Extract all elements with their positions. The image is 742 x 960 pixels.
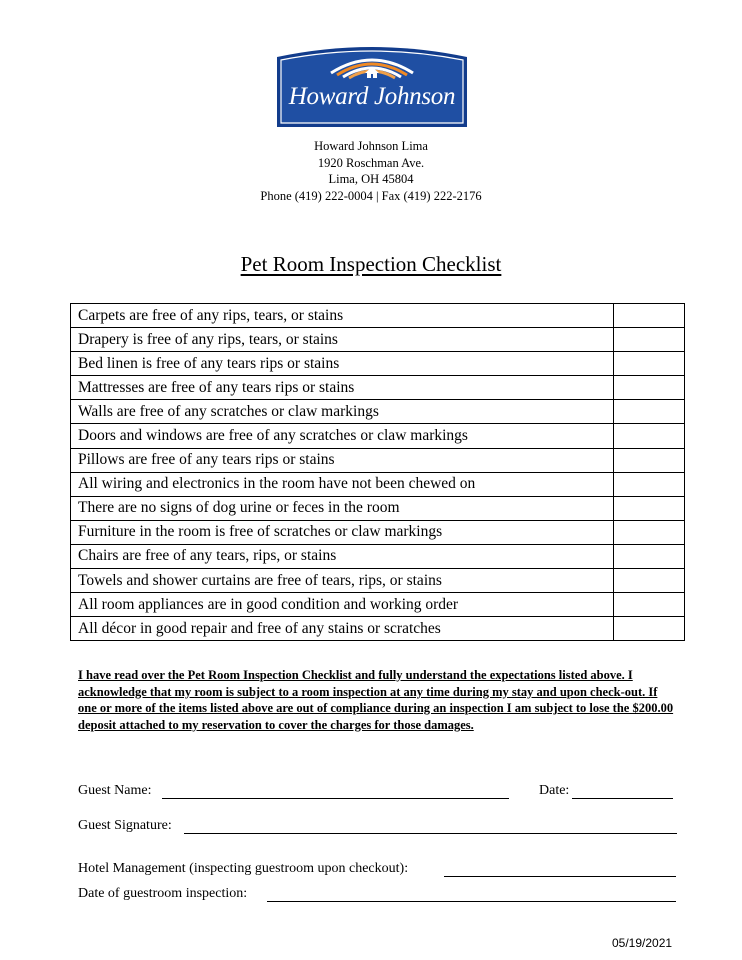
table-row — [71, 400, 685, 424]
table-row — [71, 424, 685, 448]
guest-signature-label: Guest Signature: — [78, 818, 172, 833]
checkbox-cell[interactable] — [614, 472, 685, 496]
howard-johnson-logo — [273, 43, 471, 127]
page-title-text: Pet Room Inspection Checklist — [240, 252, 502, 276]
guest-signature-line[interactable] — [184, 833, 677, 834]
checkbox-cell[interactable] — [614, 569, 685, 593]
table-row — [71, 496, 685, 520]
checklist-item: All wiring and electronics in the room have not been chewed on — [71, 472, 614, 496]
table-row — [71, 617, 685, 641]
checkbox-cell[interactable] — [614, 304, 685, 328]
hotel-street: 1920 Roschman Ave. — [317, 155, 425, 170]
checkbox-cell[interactable] — [614, 376, 685, 400]
acknowledgement-text: I have read over the Pet Room Inspection Checklist and fully understand the expectations listed above. I acknowledge that my room is subject to a room inspection at any time during my stay and upon check-out. If one or more of the items listed above are out of compliance during an inspection I am subject to lose the $200.00 deposit attached to my reservation to cover the charges for those damages. — [78, 668, 674, 732]
checkbox-cell[interactable] — [614, 328, 685, 352]
date-line[interactable] — [572, 798, 673, 799]
table-row — [71, 569, 685, 593]
checkbox-cell[interactable] — [614, 400, 685, 424]
table-row — [71, 520, 685, 544]
hotel-name: Howard Johnson Lima — [314, 139, 428, 153]
checkbox-cell[interactable] — [614, 448, 685, 472]
inspection-date-line[interactable] — [267, 901, 676, 902]
checklist-item: All room appliances are in good condition and working order — [71, 593, 614, 617]
checklist-item: Walls are free of any scratches or claw markings — [71, 400, 614, 424]
table-row — [71, 472, 685, 496]
checklist-item: Bed linen is free of any tears rips or stains — [71, 352, 614, 376]
hotel-address-block — [0, 138, 742, 204]
guest-name-label: Guest Name: — [78, 783, 152, 798]
table-row — [71, 352, 685, 376]
checkbox-cell[interactable] — [614, 496, 685, 520]
hotel-city: Lima, OH 45804 — [328, 172, 414, 186]
checkbox-cell[interactable] — [614, 617, 685, 641]
checklist-item: All décor in good repair and free of any stains or scratches — [71, 617, 614, 641]
checkbox-cell[interactable] — [614, 520, 685, 544]
checkbox-cell[interactable] — [614, 544, 685, 568]
hotel-management-line[interactable] — [444, 876, 676, 877]
checklist-item: There are no signs of dog urine or feces in the room — [71, 496, 614, 520]
logo-wordmark: Howard Johnson — [288, 83, 456, 110]
checkbox-cell[interactable] — [614, 424, 685, 448]
checklist-item: Carpets are free of any rips, tears, or stains — [71, 304, 614, 328]
hotel-management-label: Hotel Management (inspecting guestroom upon checkout): — [78, 861, 409, 876]
checkbox-cell[interactable] — [614, 593, 685, 617]
table-row — [71, 448, 685, 472]
table-row — [71, 593, 685, 617]
table-row — [71, 304, 685, 328]
checklist-item: Chairs are free of any tears, rips, or stains — [71, 544, 614, 568]
table-row — [71, 376, 685, 400]
inspection-checklist-table — [70, 303, 685, 641]
checklist-item: Doors and windows are free of any scratches or claw markings — [71, 424, 614, 448]
page-title — [0, 252, 742, 277]
checkbox-cell[interactable] — [614, 352, 685, 376]
guest-name-line[interactable] — [162, 798, 509, 799]
checklist-item: Towels and shower curtains are free of tears, rips, or stains — [71, 569, 614, 593]
footer-date: 05/19/2021 — [612, 936, 673, 950]
date-label: Date: — [539, 783, 570, 798]
checklist-item: Drapery is free of any rips, tears, or stains — [71, 328, 614, 352]
checklist-item: Pillows are free of any tears rips or stains — [71, 448, 614, 472]
inspection-date-label: Date of guestroom inspection: — [78, 886, 248, 901]
table-row — [71, 544, 685, 568]
checklist-item: Mattresses are free of any tears rips or stains — [71, 376, 614, 400]
checklist-item: Furniture in the room is free of scratches or claw markings — [71, 520, 614, 544]
hotel-contact: Phone (419) 222-0004 | Fax (419) 222-2176 — [260, 188, 482, 203]
table-row — [71, 328, 685, 352]
